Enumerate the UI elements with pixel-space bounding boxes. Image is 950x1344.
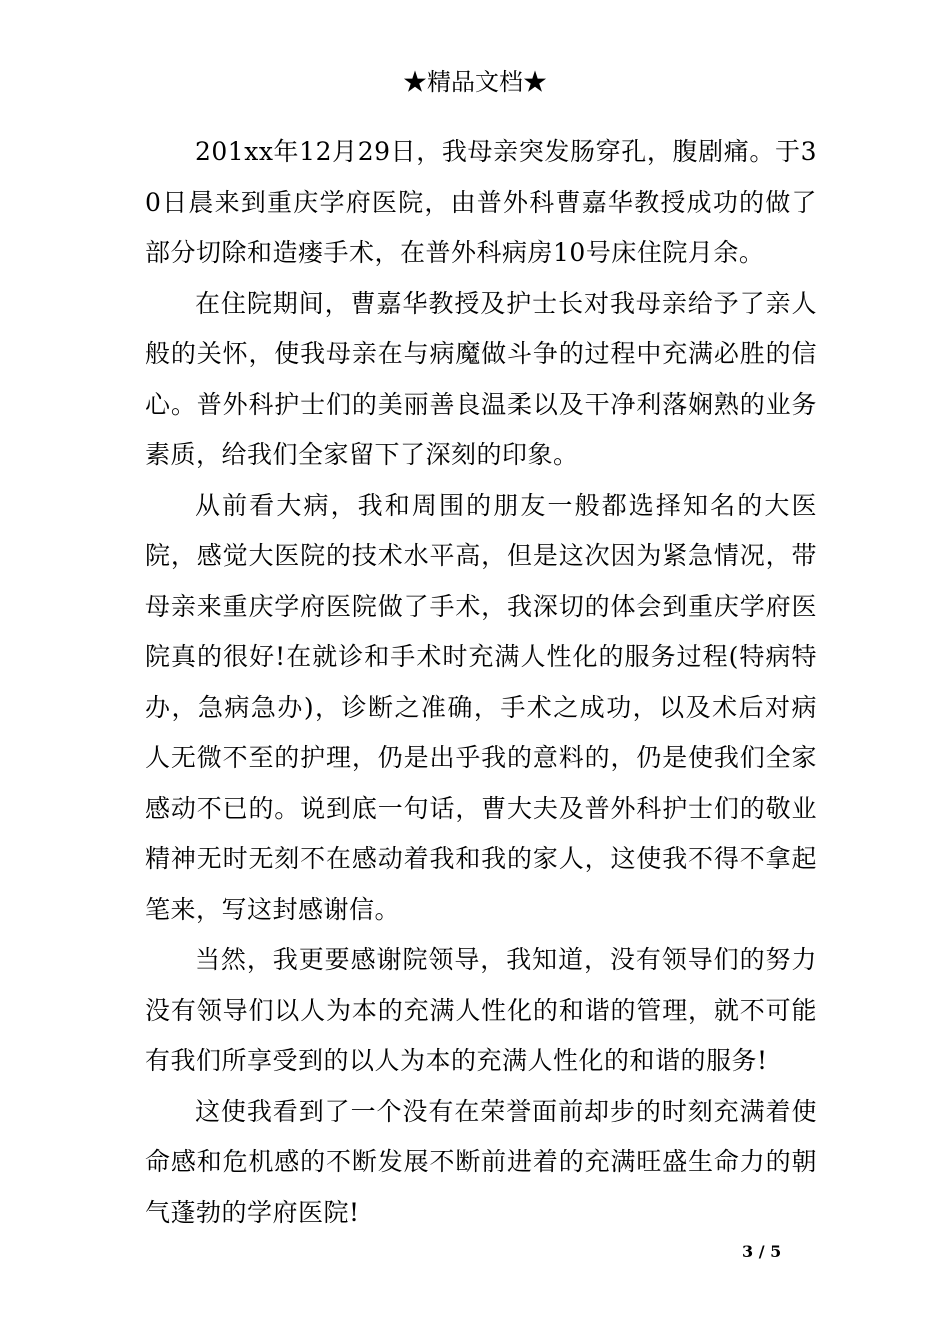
page-header xyxy=(0,64,950,100)
document-body xyxy=(145,127,817,1238)
paragraph-5: 这使我看到了一个没有在荣誉面前却步的时刻充满着使命感和危机感的不断发展不断前进着的充满旺盛生命力的朝气蓬勃的学府医院! xyxy=(145,1096,817,1227)
page-footer xyxy=(742,1242,781,1262)
paragraph-2: 在住院期间，曹嘉华教授及护士长对我母亲给予了亲人般的关怀，使我母亲在与病魔做斗争的过程中充满必胜的信心。普外科护士们的美丽善良温柔以及干净利落娴熟的业务素质，给我们全家留下了深刻的印象。 xyxy=(145,288,817,469)
paragraph-1: 201xx年12月29日，我母亲突发肠穿孔，腹剧痛。于30日晨来到重庆学府医院，由普外科曹嘉华教授成功的做了部分切除和造瘘手术，在普外科病房10号床住院月余。 xyxy=(145,137,817,267)
header-title: ★精品文档★ xyxy=(403,68,547,96)
paragraph-3: 从前看大病，我和周围的朋友一般都选择知名的大医院，感觉大医院的技术水平高，但是这次因为紧急情况，带母亲来重庆学府医院做了手术，我深切的体会到重庆学府医院真的很好!在就诊和手术时充满人性化的服务过程(特病特办，急病急办)，诊断之准确，手术之成功，以及术后对病人无微不至的护理，仍是出乎我的意料的，仍是使我们全家感动不已的。说到底一句话，曹大夫及普外科护士们的敬业精神无时无刻不在感动着我和我的家人，这使我不得不拿起笔来，写这封感谢信。 xyxy=(145,490,817,924)
page-number: 3 / 5 xyxy=(742,1242,782,1261)
paragraph-4: 当然，我更要感谢院领导，我知道，没有领导们的努力没有领导们以人为本的充满人性化的和谐的管理，就不可能有我们所享受到的以人为本的充满人性化的和谐的服务! xyxy=(145,945,817,1075)
